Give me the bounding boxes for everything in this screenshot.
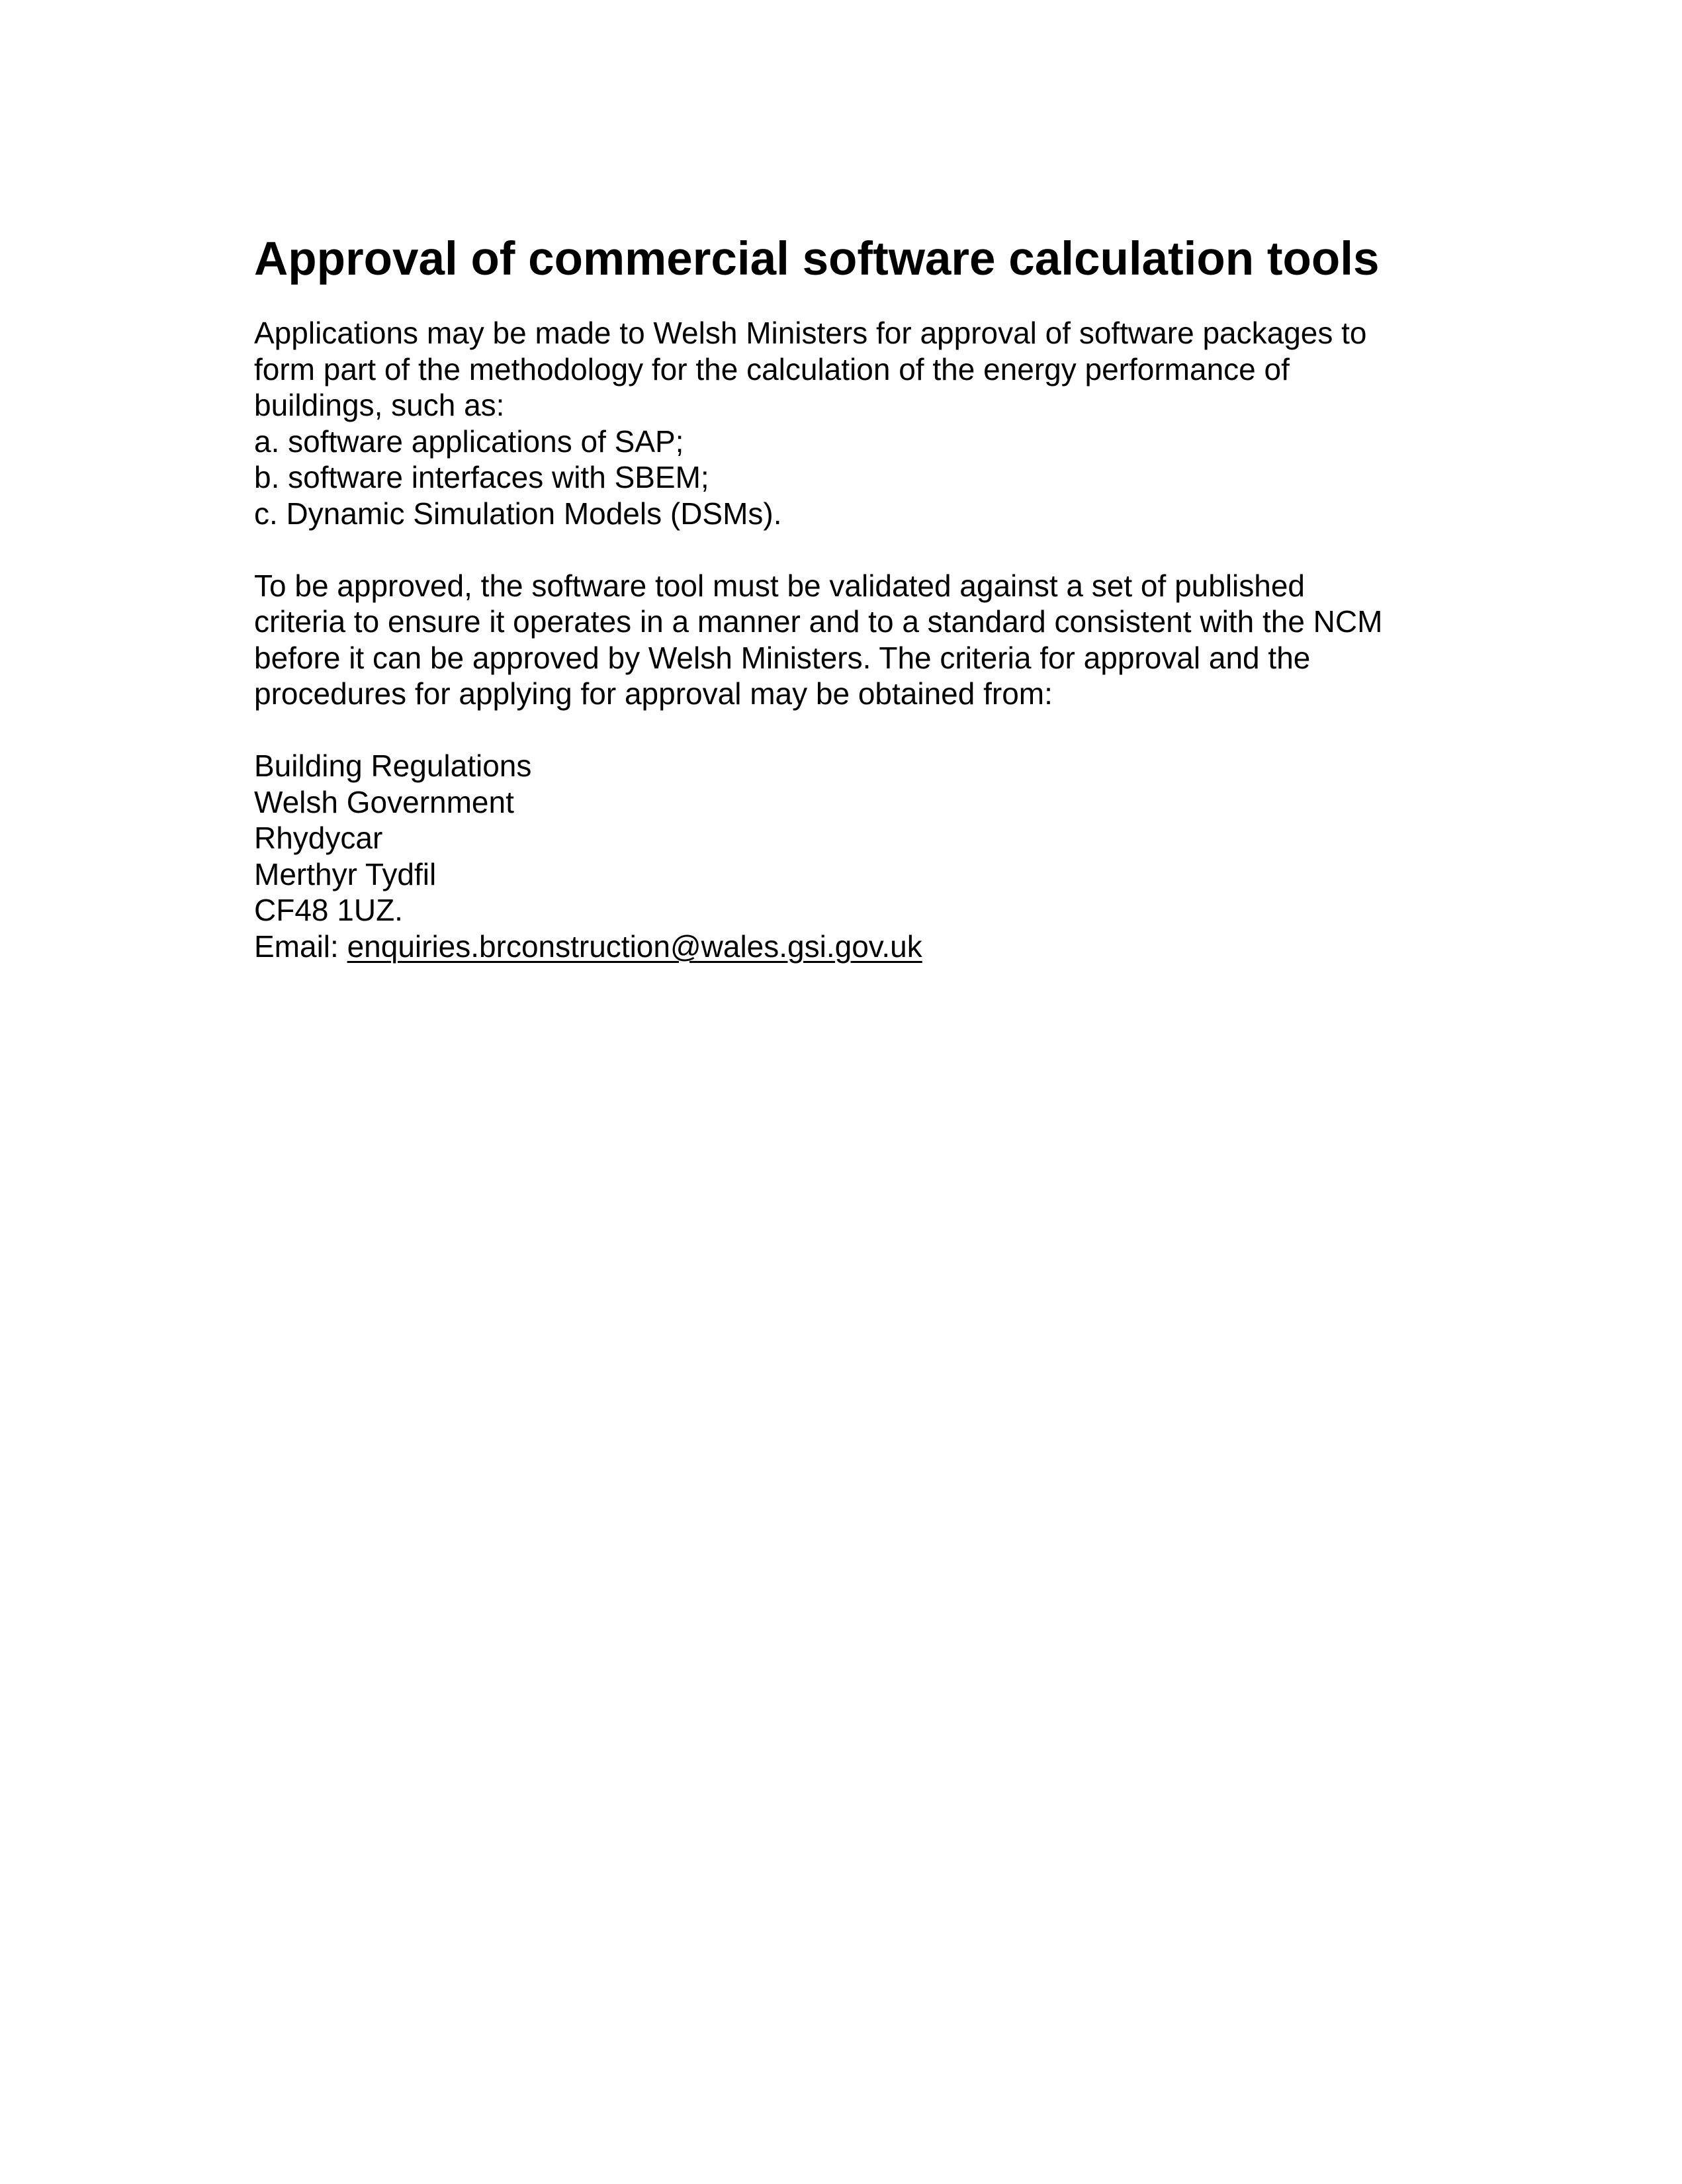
page-title: Approval of commercial software calculation tools [254, 233, 1380, 285]
address-line: Merthyr Tydfil [254, 856, 437, 891]
list-item: c. Dynamic Simulation Models (DSMs). [254, 496, 782, 531]
address-line: Rhydycar [254, 821, 383, 855]
criteria-line: To be approved, the software tool must be validated against a set of published [254, 568, 1306, 603]
email-link[interactable]: enquiries.brconstruction@wales.gsi.gov.uk [347, 929, 922, 964]
software-types-list [254, 424, 1511, 532]
criteria-line: criteria to ensure it operates in a manner and to a standard consistent with the NCM [254, 604, 1383, 639]
address-line: Building Regulations [254, 749, 532, 783]
intro-paragraph [254, 315, 1511, 531]
address-line: Welsh Government [254, 784, 514, 819]
address-line: CF48 1UZ. [254, 893, 403, 927]
contact-address [254, 748, 1511, 964]
email-label: Email: [254, 929, 347, 964]
intro-line: form part of the methodology for the calculation of the energy performance of [254, 351, 1290, 387]
email-line [254, 929, 1511, 965]
intro-line: buildings, such as: [254, 388, 505, 422]
list-item: b. software interfaces with SBEM; [254, 460, 709, 494]
document-page [254, 228, 1511, 964]
criteria-line: before it can be approved by Welsh Ministers. The criteria for approval and the [254, 640, 1311, 675]
intro-line: Applications may be made to Welsh Ministers for approval of software packages to [254, 316, 1367, 350]
criteria-paragraph [254, 568, 1511, 712]
list-item: a. software applications of SAP; [254, 424, 684, 459]
criteria-line: procedures for applying for approval may be obtained from: [254, 676, 1053, 711]
